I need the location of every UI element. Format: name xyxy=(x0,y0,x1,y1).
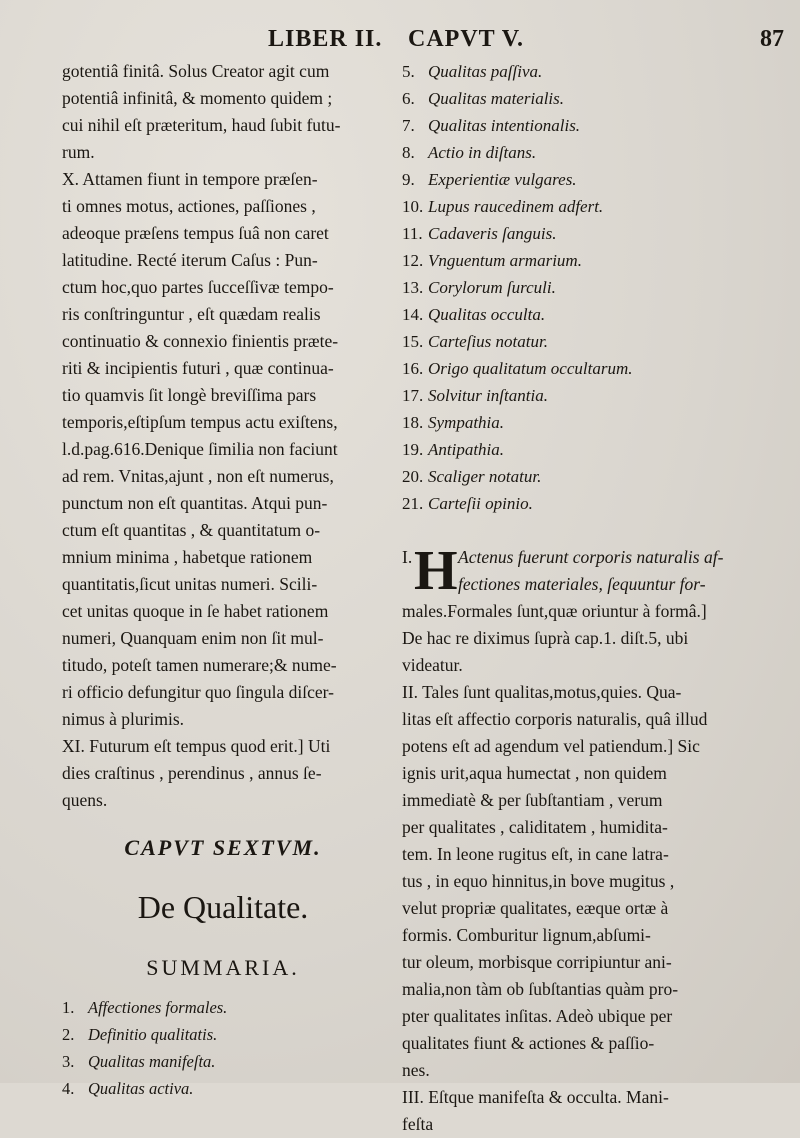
summaria-item-number: 8. xyxy=(402,143,415,162)
text-line: De hac re diximus ſuprà cap.1. diſt.5, ubi xyxy=(402,628,689,648)
summaria-item-number: 2. xyxy=(62,1025,75,1044)
text-line: fectiones materiales, ſequuntur for- xyxy=(458,574,706,594)
header-book: LIBER II. xyxy=(268,26,383,52)
summaria-item xyxy=(402,112,747,139)
summaria-item xyxy=(402,193,747,220)
text-line: videatur. xyxy=(402,655,463,675)
summaria-item-text: Qualitas occulta. xyxy=(428,305,546,324)
summaria-heading: SUMMARIA. xyxy=(146,955,300,980)
summaria-item xyxy=(402,409,747,436)
summaria-item xyxy=(402,58,747,85)
summaria-item-text: Solvitur inſtantia. xyxy=(428,386,548,405)
text-line: qualitates fiunt & actiones & paſſio- xyxy=(402,1033,655,1053)
text-line: Actenus fuerunt corporis naturalis af- xyxy=(458,547,724,567)
left-text-block xyxy=(62,58,384,814)
summaria-item-number: 12. xyxy=(402,251,424,270)
text-line: numeri, Quanquam enim non ſit mul- xyxy=(62,628,324,648)
summaria-item xyxy=(402,328,747,355)
summaria-item xyxy=(402,274,747,301)
paragraph-2 xyxy=(402,679,747,1084)
section-title: De Qualitate. xyxy=(137,889,309,925)
text-line: II. Tales ſunt qualitas,motus,quies. Qua- xyxy=(402,682,682,702)
para1-opening xyxy=(402,540,747,602)
left-column xyxy=(62,58,384,1102)
summaria-item-number: 20. xyxy=(402,467,424,486)
text-line: per qualitates , caliditatem , humidita- xyxy=(402,817,668,837)
text-line: titudo, poteſt tamen numerare;& nume- xyxy=(62,655,337,675)
text-line: latitudine. Recté iterum Caſus : Pun- xyxy=(62,250,318,270)
text-line: nes. xyxy=(402,1060,430,1080)
text-line: ris conſtringuntur , eſt quædam realis xyxy=(62,304,321,324)
text-line: quantitatis,ſicut unitas numeri. Scili- xyxy=(62,574,318,594)
paragraph-3 xyxy=(402,1084,747,1138)
summaria-item xyxy=(62,1075,384,1102)
text-line: potentiâ infinitâ, & momento quidem ; xyxy=(62,88,333,108)
summaria-item-number: 10. xyxy=(402,197,424,216)
summaria-item-number: 16. xyxy=(402,359,424,378)
text-line: quens. xyxy=(62,790,108,810)
text-line: litas eſt affectio corporis naturalis, quâ illud xyxy=(402,709,708,729)
summaria-item-text: Qualitas intentionalis. xyxy=(428,116,581,135)
summaria-item xyxy=(62,994,384,1021)
summaria-item-text: Qualitas activa. xyxy=(88,1079,194,1098)
summaria-item xyxy=(402,166,747,193)
summaria-item-number: 18. xyxy=(402,413,424,432)
summaria-item-text: Qualitas materialis. xyxy=(428,89,565,108)
text-line: nimus à plurimis. xyxy=(62,709,185,729)
summaria-item-text: Affectiones formales. xyxy=(88,998,228,1017)
summaria-item-text: Qualitas manifeſta. xyxy=(88,1052,216,1071)
summaria-item xyxy=(402,247,747,274)
text-line: riti & incipientis futuri , quæ continua- xyxy=(62,358,334,378)
text-line: males.Formales ſunt,quæ oriuntur à formâ.] xyxy=(402,601,707,621)
text-line: adeoque præſens tempus ſuâ non caret xyxy=(62,223,329,243)
summaria-item xyxy=(62,1021,384,1048)
summaria-item-number: 15. xyxy=(402,332,424,351)
text-line: X. Attamen fiunt in tempore præſen- xyxy=(62,169,318,189)
text-line: pter qualitates inſitas. Adeò ubique per xyxy=(402,1006,673,1026)
text-line: punctum non eſt quantitas. Atqui pun- xyxy=(62,493,328,513)
summaria-item-number: 21. xyxy=(402,494,424,513)
summaria-item-text: Actio in diſtans. xyxy=(428,143,537,162)
right-column xyxy=(402,58,747,1138)
summaria-item-text: Sympathia. xyxy=(428,413,505,432)
summaria-item-number: 11. xyxy=(402,224,423,243)
text-line: XI. Futurum eſt tempus quod erit.] Uti xyxy=(62,736,331,756)
text-line: ri officio defungitur quo ſingula diſcer- xyxy=(62,682,334,702)
summaria-item-text: Scaliger notatur. xyxy=(428,467,542,486)
page-number: 87 xyxy=(760,26,784,52)
summaria-item-number: 5. xyxy=(402,62,415,81)
text-line: cet unitas quoque in ſe habet rationem xyxy=(62,601,329,621)
summaria-item-number: 1. xyxy=(62,998,75,1017)
summaria-item-number: 9. xyxy=(402,170,415,189)
text-line: immediatè & per ſubſtantiam , verum xyxy=(402,790,663,810)
text-line: continuatio & connexio finientis præte- xyxy=(62,331,339,351)
summaria-item xyxy=(402,301,747,328)
summaria-item-text: Antipathia. xyxy=(428,440,505,459)
summaria-item xyxy=(402,463,747,490)
text-line: mnium minima , habetque rationem xyxy=(62,547,313,567)
text-line: ctum hoc,quo partes ſucceſſivæ tempo- xyxy=(62,277,334,297)
text-line: l.d.pag.616.Denique ſimilia non faciunt xyxy=(62,439,338,459)
para1-number: I. xyxy=(402,547,413,567)
summaria-item xyxy=(402,85,747,112)
summaria-item xyxy=(62,1048,384,1075)
summaria-item xyxy=(402,220,747,247)
summaria-item-number: 6. xyxy=(402,89,415,108)
text-line: potens eſt ad agendum vel patiendum.] Sic xyxy=(402,736,700,756)
text-line: cui nihil eſt præteritum, haud ſubit futu- xyxy=(62,115,341,135)
summaria-item-text: Origo qualitatum occultarum. xyxy=(428,359,633,378)
text-line: ctum eſt quantitas , & quantitatum o- xyxy=(62,520,321,540)
text-line: feſta xyxy=(402,1114,434,1134)
summaria-item-text: Cadaveris ſanguis. xyxy=(428,224,557,243)
text-line: rum. xyxy=(62,142,95,162)
text-line: temporis,eſtipſum tempus actu exiſtens, xyxy=(62,412,338,432)
text-line: tur oleum, morbisque corripiuntur ani- xyxy=(402,952,672,972)
summaria-item-number: 14. xyxy=(402,305,424,324)
drop-capital: H xyxy=(414,540,458,602)
summaria-item-number: 13. xyxy=(402,278,424,297)
header-chapter: CAPVT V. xyxy=(408,26,525,52)
summaria-list-continued xyxy=(402,58,747,517)
text-line: gotentiâ finitâ. Solus Creator agit cum xyxy=(62,61,330,81)
text-line: dies craſtinus , perendinus , annus ſe- xyxy=(62,763,322,783)
summaria-item xyxy=(402,490,747,517)
chapter-heading: CAPVT SEXTVM. xyxy=(124,835,322,860)
summaria-item-number: 4. xyxy=(62,1079,75,1098)
summaria-item-text: Definitio qualitatis. xyxy=(88,1025,218,1044)
summaria-list xyxy=(62,994,384,1102)
text-line: ignis urit,aqua humectat , non quidem xyxy=(402,763,667,783)
summaria-item-number: 17. xyxy=(402,386,424,405)
text-line: tio quamvis ſit longè breviſſima pars xyxy=(62,385,317,405)
paragraph-1 xyxy=(402,540,747,679)
summaria-item-number: 7. xyxy=(402,116,415,135)
text-line: III. Eſtque manifeſta & occulta. Mani- xyxy=(402,1087,669,1107)
summaria-item-text: Qualitas paſſiva. xyxy=(428,62,543,81)
summaria-item xyxy=(402,139,747,166)
summaria-item-number: 3. xyxy=(62,1052,75,1071)
text-line: tem. In leone rugitus eſt, in cane latra- xyxy=(402,844,669,864)
text-line: velut propriæ qualitates, eæque ortæ à xyxy=(402,898,669,918)
summaria-item-number: 19. xyxy=(402,440,424,459)
running-header xyxy=(0,20,800,56)
summaria-item xyxy=(402,355,747,382)
summaria-item-text: Experientiæ vulgares. xyxy=(428,170,577,189)
summaria-item-text: Carteſii opinio. xyxy=(428,494,533,513)
para1-lines xyxy=(402,598,747,679)
text-line: malia,non tàm ob ſubſtantias quàm pro- xyxy=(402,979,679,999)
text-line: tus , in equo hinnitus,in bove mugitus , xyxy=(402,871,675,891)
summaria-item-text: Corylorum ſurculi. xyxy=(428,278,556,297)
summaria-item-text: Carteſius notatur. xyxy=(428,332,548,351)
summaria-item-text: Vnguentum armarium. xyxy=(428,251,582,270)
summaria-item xyxy=(402,382,747,409)
summaria-item-text: Lupus raucedinem adfert. xyxy=(428,197,604,216)
text-line: ad rem. Vnitas,ajunt , non eſt numerus, xyxy=(62,466,334,486)
summaria-item xyxy=(402,436,747,463)
text-line: formis. Comburitur lignum,abſumi- xyxy=(402,925,651,945)
text-line: ti omnes motus, actiones, paſſiones , xyxy=(62,196,316,216)
